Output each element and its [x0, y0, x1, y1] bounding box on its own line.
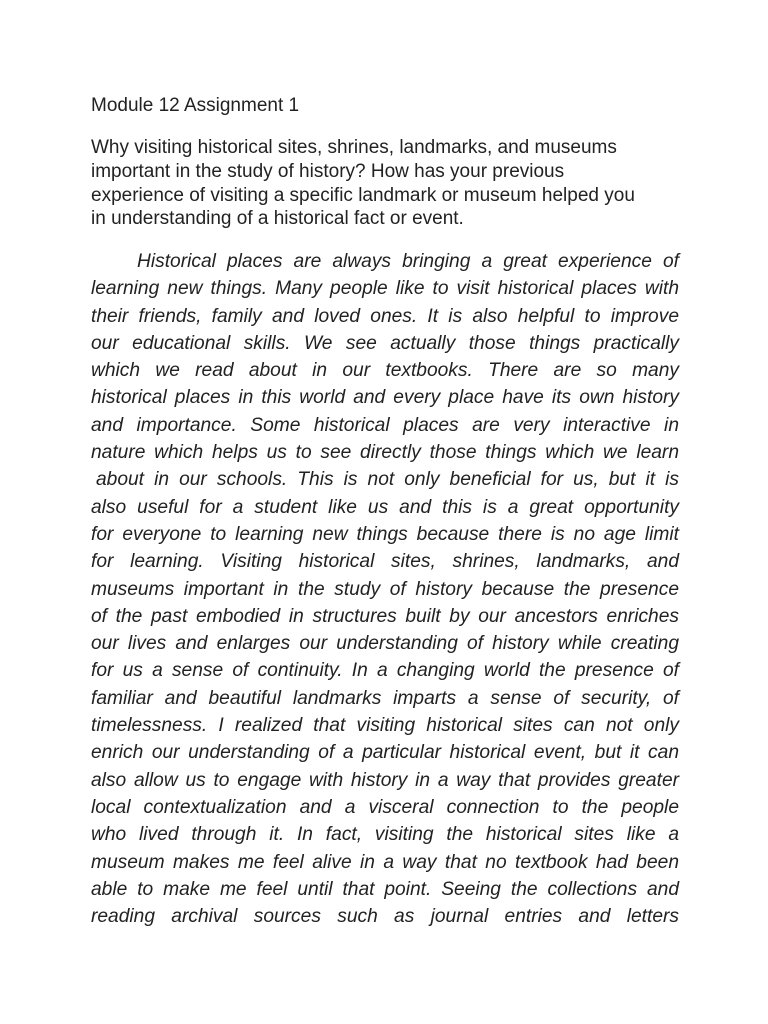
- essay-line: museums important in the study of history because the presence: [91, 578, 679, 600]
- essay-line: our lives and enlarges our understanding of history while creating: [91, 633, 679, 655]
- essay-line: also useful for a student like us and this is a great opportunity: [91, 496, 679, 518]
- question-line: in understanding of a historical fact or event.: [91, 208, 464, 230]
- essay-line: able to make me feel until that point. Seeing the collections and: [91, 878, 679, 900]
- essay-line: museum makes me feel alive in a way that no textbook had been: [91, 851, 679, 873]
- essay-line: for us a sense of continuity. In a changing world the presence of: [91, 660, 679, 682]
- question-line: Why visiting historical sites, shrines, landmarks, and museums: [91, 137, 617, 158]
- essay-line: also allow us to engage with history in a way that provides greater: [91, 769, 679, 791]
- assignment-question: [91, 136, 691, 231]
- essay-line: historical places in this world and every place have its own history: [91, 387, 679, 409]
- essay-line: which we read about in our textbooks. There are so many: [91, 360, 679, 382]
- essay-line: our educational skills. We see actually those things practically: [91, 332, 679, 354]
- essay-line: enrich our understanding of a particular historical event, but it can: [91, 742, 679, 764]
- essay-line: reading archival sources such as journal entries and letters: [91, 906, 679, 928]
- essay-line: of the past embodied in structures built by our ancestors enriches: [91, 605, 679, 627]
- essay-paragraph: [91, 248, 679, 930]
- essay-line: for everyone to learning new things because there is no age limit: [91, 523, 679, 545]
- essay-line: familiar and beautiful landmarks imparts a sense of security, of: [91, 687, 679, 709]
- essay-line: who lived through it. In fact, visiting the historical sites like a: [91, 824, 679, 846]
- essay-line: timelessness. I realized that visiting historical sites can not only: [91, 715, 679, 737]
- essay-line: for learning. Visiting historical sites, shrines, landmarks, and: [91, 551, 679, 573]
- question-line: important in the study of history? How has your previous: [91, 160, 565, 182]
- essay-line: their friends, family and loved ones. It is also helpful to improve: [91, 305, 679, 327]
- question-line: experience of visiting a specific landmark or museum helped you: [91, 184, 635, 206]
- essay-line: about in our schools. This is not only beneficial for us, but it is: [96, 469, 679, 491]
- essay-line: local contextualization and a visceral connection to the people: [91, 796, 679, 818]
- document-title: Module 12 Assignment 1: [91, 95, 300, 116]
- essay-line: Historical places are always bringing a great experience of: [137, 251, 679, 272]
- essay-line: and importance. Some historical places are very interactive in: [91, 414, 679, 436]
- essay-line: learning new things. Many people like to visit historical places with: [91, 278, 679, 300]
- essay-line: nature which helps us to see directly those things which we learn: [91, 442, 679, 464]
